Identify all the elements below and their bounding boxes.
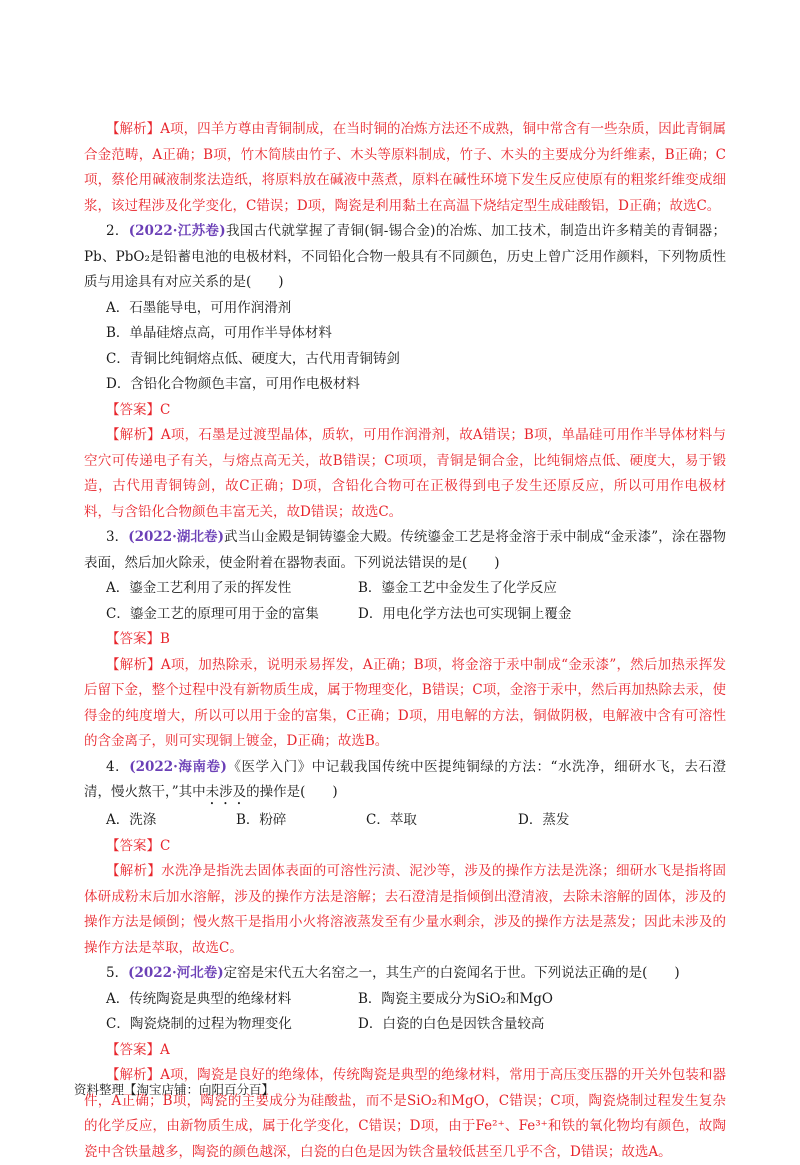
q2-option-a: A．石墨能导电，可用作润滑剂 [106, 299, 292, 316]
question-3 [84, 525, 726, 755]
q4-option-c: C．萃取 [366, 812, 417, 828]
q5-option-c: C．陶瓷烧制的过程为物理变化 [106, 1016, 292, 1032]
q3-options-row-2 [84, 602, 726, 628]
q3-options-row-1 [84, 576, 726, 602]
q4-option-a: A．洗涤 [106, 812, 157, 828]
q4-text-a: 《医学入门》中记载我国传统中医提纯铜绿的方法：“水洗净，细研水飞，去石澄清，慢火熬干，”其中 [84, 758, 726, 800]
q3-text: 武当山金殿是铜铸鎏金大殿。传统鎏金工艺是将金溶于汞中制成“金汞漆”，涂在器物表面，然后加火除汞，使金附着在器物表面。下列说法错误的是( ) [84, 529, 726, 571]
q5-answer: 【答案】A [106, 1041, 170, 1058]
question-5 [84, 961, 726, 1165]
q5-text: 定窑是宋代五大名窑之一，其生产的白瓷闻名于世。下列说法正确的是( ) [223, 965, 680, 981]
q5-source: (2022·河北卷) [128, 965, 224, 981]
q4-option-b: B．粉碎 [236, 812, 287, 828]
q3-option-b: B．鎏金工艺中金发生了化学反应 [358, 580, 557, 596]
q5-number: 5． [106, 965, 129, 981]
q2-stem [84, 219, 726, 296]
q2-source: (2022·江苏卷) [128, 223, 226, 239]
q3-option-a: A．鎏金工艺利用了汞的挥发性 [106, 580, 292, 596]
q4-options-row [84, 808, 726, 834]
q3-stem [84, 525, 726, 576]
q5-analysis: 【解析】A项，陶瓷是良好的绝缘体，传统陶瓷是典型的绝缘材料，常用于高压变压器的开关外包装和器件，A正确；B项，陶瓷的主要成分为硅酸盐，而不是SiO₂和MgO，C错误；C项，陶瓷烧制过程发生复杂的化学反应，由新物质生成，属于化学变化，C错误；D项，由于Fe²⁺、Fe³⁺和铁的氧化物均有颜色，故陶瓷中含铁量越多，陶瓷的颜色越深，白瓷的白色是因为铁含量较低甚至几乎不含，D错误；故选A。 [84, 1067, 726, 1160]
q2-analysis: 【解析】A项，石墨是过渡型晶体，质软，可用作润滑剂，故A错误；B项，单晶硅可用作半导体材料与空穴可传递电子有关，与熔点高无关，故B错误；C项项，青铜是铜合金，比纯铜熔点低、硬度大，易于锻造，古代用青铜铸剑，故C正确；D项，含铅化合物可在正极得到电子发生还原反应，所以可用作电极材料，与含铅化合物颜色丰富无关，故D错误；故选C。 [84, 427, 726, 520]
q5-stem [84, 961, 726, 987]
q4-text-b: 的操作是( ) [246, 784, 338, 800]
q5-options-row-1 [84, 987, 726, 1013]
q5-options-row-2 [84, 1012, 726, 1038]
q4-number: 4． [106, 758, 130, 775]
q2-number: 2． [106, 223, 129, 239]
q4-option-d: D．蒸发 [518, 812, 570, 828]
q4-emphasis: 未涉及 [205, 784, 247, 800]
q3-number: 3． [106, 529, 129, 545]
q1-analysis: 【解析】A项，四羊方尊由青铜制成，在当时铜的冶炼方法还不成熟，铜中常含有一些杂质，因此青铜属合金范畴，A正确；B项，竹木简牍由竹子、木头等原料制成，竹子、木头的主要成分为纤维素，B正确；C项，蔡伦用碱液制浆法造纸，将原料放在碱液中蒸煮，原料在碱性环境下发生反应使原有的粗浆纤维变成细浆，该过程涉及化学变化，C错误；D项，陶瓷是利用黏土在高温下烧结定型生成硅酸铝，D正确；故选C。 [84, 121, 726, 214]
q3-answer: 【答案】B [106, 631, 170, 647]
q2-text: 我国古代就掌握了青铜(铜-锡合金)的冶炼、加工技术，制造出许多精美的青铜器；Pb、PbO₂是铅蓄电池的电极材料，不同铅化合物一般具有不同颜色，历史上曾广泛用作颜料，下列物质性质与用途具有对应关系的是( ) [84, 223, 726, 290]
q5-option-a: A．传统陶瓷是典型的绝缘材料 [106, 990, 292, 1007]
q4-source: (2022·海南卷) [129, 758, 227, 775]
q4-answer: 【答案】C [106, 837, 171, 854]
question-content [84, 117, 726, 1165]
q3-option-c: C．鎏金工艺的原理可用于金的富集 [106, 605, 319, 622]
q2-option-d: D．含铅化合物颜色丰富，可用作电极材料 [106, 376, 360, 392]
q2-answer: 【答案】C [106, 401, 171, 418]
q4-stem [84, 755, 726, 809]
q3-analysis: 【解析】A项，加热除汞，说明汞易挥发，A正确；B项，将金溶于汞中制成“金汞漆”，然后加热汞挥发后留下金，整个过程中没有新物质生成，属于物理变化，B错误；C项，金溶于汞中，然后再加热除去汞，使得金的纯度增大，所以可以用于金的富集，C正确；D项，用电解的方法，铜做阴极，电解液中含有可溶性的含金离子，则可实现铜上镀金，D正确；故选B。 [84, 656, 726, 749]
q3-option-d: D．用电化学方法也可实现铜上覆金 [358, 605, 572, 622]
page-footer: 资料整理【淘宝店铺：向阳百分百】 [74, 1082, 275, 1097]
q4-analysis: 【解析】水洗净是指洗去固体表面的可溶性污渍、泥沙等，涉及的操作方法是洗涤；细研水飞是指将固体研成粉末后加水溶解，涉及的操作方法是溶解；去石澄清是指倾倒出澄清液，去除未溶解的固体，涉及的操作方法是倾倒；慢火熬干是指用小火将溶液蒸发至有少量水剩余，涉及的操作方法是蒸发；因此未涉及的操作方法是萃取，故选C。 [84, 863, 726, 956]
q5-option-d: D．白瓷的白色是因铁含量较高 [358, 1016, 545, 1032]
question-2 [84, 219, 726, 525]
question-4 [84, 755, 726, 962]
q2-option-b: B．单晶硅熔点高，可用作半导体材料 [106, 325, 332, 341]
q3-source: (2022·湖北卷) [128, 529, 224, 545]
q2-option-c: C．青铜比纯铜熔点低、硬度大，古代用青铜铸剑 [106, 350, 400, 367]
q5-option-b: B．陶瓷主要成分为SiO₂和MgO [358, 990, 553, 1007]
